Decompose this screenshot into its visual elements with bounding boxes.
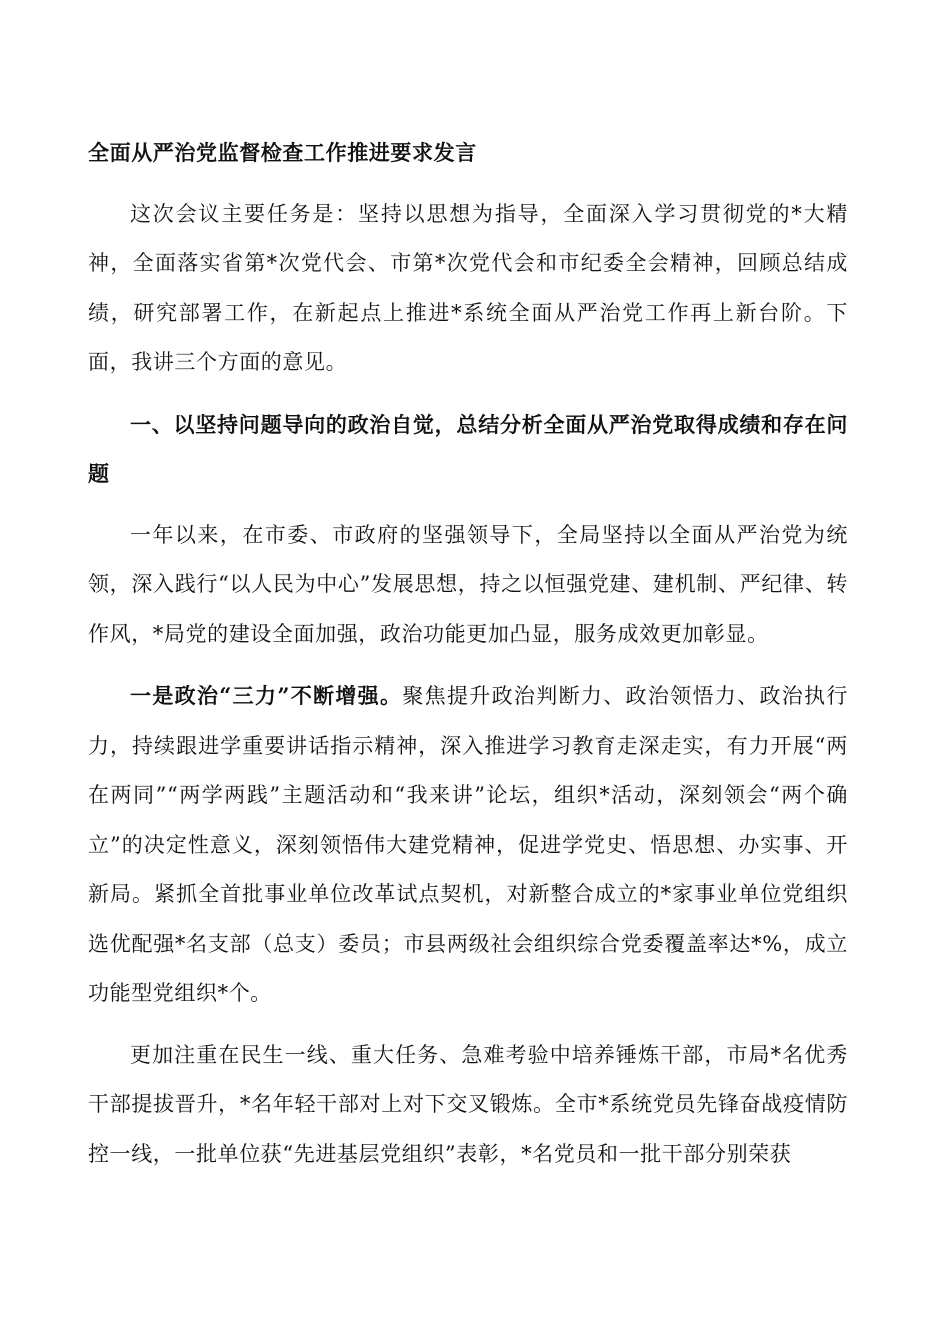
- cadres-paragraph: 更加注重在民生一线、重大任务、急难考验中培养锤炼干部，市局*名优秀干部提拔晋升，*名年轻干部对上对下交叉锻炼。全市*系统党员先锋奋战疫情防控一线，一批单位获“先进基层党组织”表彰，*名党员和一批干部分别荣获: [88, 1042, 848, 1166]
- intro-paragraph: 这次会议主要任务是：坚持以思想为指导，全面深入学习贯彻党的*大精神，全面落实省第*次党代会、市第*次党代会和市纪委全会精神，回顾总结成绩，研究部署工作，在新起点上推进*系统全面从严治党工作再上新台阶。下面，我讲三个方面的意见。: [88, 201, 848, 374]
- document-title: 全面从严治党监督检查工作推进要求发言: [88, 140, 477, 165]
- point-1-paragraph: [88, 671, 848, 1019]
- point-1-lead: 一是政治“三力”不断增强。: [130, 683, 403, 708]
- section-heading-1: 一、以坚持问题导向的政治自觉，总结分析全面从严治党取得成绩和存在问题: [88, 411, 848, 486]
- document-body: [88, 128, 848, 1179]
- section-1-paragraph: 一年以来，在市委、市政府的坚强领导下，全局坚持以全面从严治党为统领，深入践行“以人民为中心”发展思想，持之以恒强党建、建机制、严纪律、转作风，*局党的建设全面加强，政治功能更加凸显，服务成效更加彰显。: [88, 522, 848, 646]
- point-1-body: 聚焦提升政治判断力、政治领悟力、政治执行力，持续跟进学重要讲话指示精神，深入推进学习教育走深走实，有力开展“两在两同”“两学两践”主题活动和“我来讲”论坛，组织*活动，深刻领会“两个确立”的决定性意义，深刻领悟伟大建党精神，促进学党史、悟思想、办实事、开新局。紧抓全首批事业单位改革试点契机，对新整合成立的*家事业单位党组织选优配强*名支部（总支）委员；市县两级社会组织综合党委覆盖率达*%，成立功能型党组织*个。: [88, 684, 849, 1005]
